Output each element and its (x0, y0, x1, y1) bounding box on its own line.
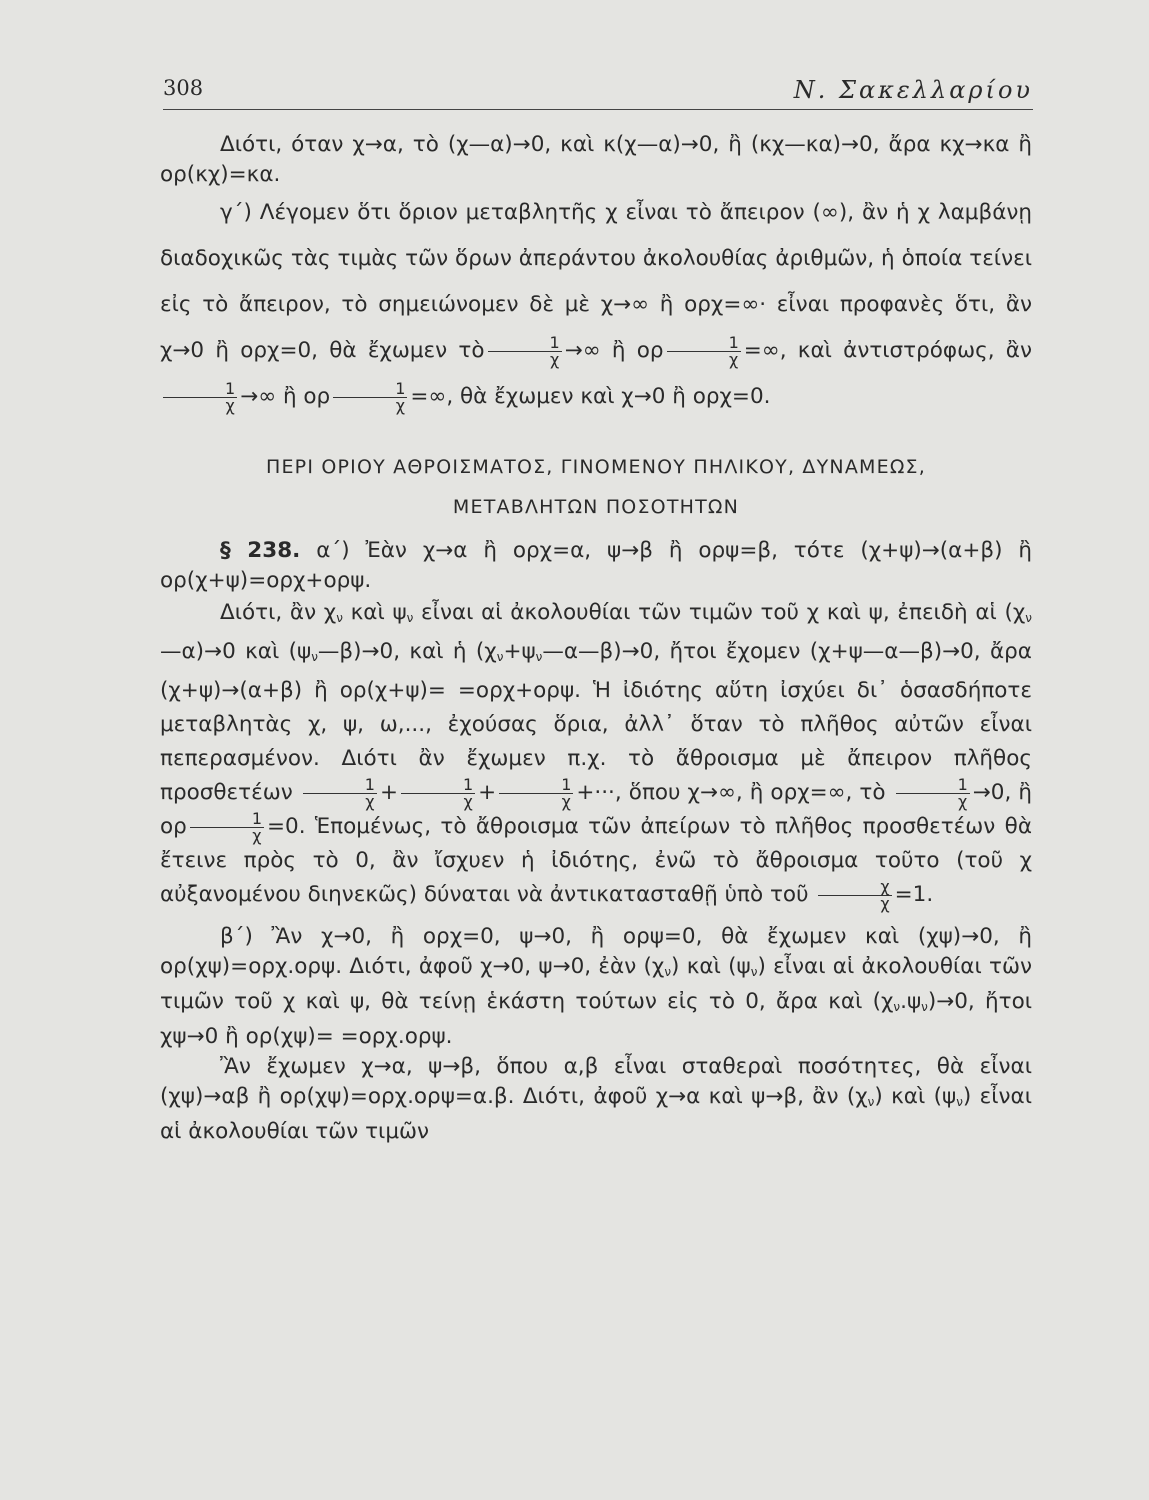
paragraph-238-a: § 238. α΄) Ἐὰν χ→α ἢ ορχ=α, ψ→β ἢ ορψ=β, τότε (χ+ψ)→(α+β) ἢ ορ(χ+ψ)=ορχ+ορψ. (160, 538, 1032, 593)
fraction-one-over-x: $\frac{1}{\chi}$ (303, 777, 377, 810)
paragraph-infinite-limit: γ΄) Λέγομεν ὅτι ὅριον μεταβλητῆς χ εἶναι τὸ ἄπειρον (∞), ἂν ἡ χ λαμβάνῃ διαδοχικῶς τὰς τιμὰς τῶν ὅρων ἀπεράντου ἀκολουθίας ἀριθμῶν, ἡ ὁποία τείνει εἰς τὸ ἄπειρον, τὸ σημειώνομεν δὲ μὲ χ→∞ ἢ ορχ=∞· εἶναι προφανὲς ὅτι, ἂν χ→0 ἢ ορχ=0, θὰ ἔχωμεν τὸ $\frac{1}{\chi}$ →∞ ἢ ορ $\frac{1}{\chi}$ =∞, καὶ ἀντιστρόφως, ἂν $\frac{1}{\chi}$ →∞ ἢ ορ $\frac{1}{\chi}$ =∞, θὰ ἔχωμεν καὶ χ→0 ἢ ορχ=0. (160, 200, 1032, 415)
paragraph-238-a-proof: Διότι, ἂν $\chi_\nu$ καὶ $\psi_\nu$ εἶναι αἱ ἀκολουθίαι τῶν τιμῶν τοῦ χ καὶ ψ, ἐπειδὴ αἱ $(\chi_\nu—\alpha)\to 0$ καὶ $(\psi_\nu—\beta)\to 0$, καὶ ἡ $(\chi_\nu+\psi_\nu—\alpha—\beta)\to 0$, ἤτοι ἔχομεν (χ+ψ—α—β)→0, ἄρα (χ+ψ)→(α+β) ἢ ορ(χ+ψ)= =ορχ+ορψ. Ἡ ἰδιότης αὕτη ἰσχύει δι᾽ ὁσασδήποτε μεταβλητὰς χ, ψ, ω,..., ἐχούσας ὅρια, ἀλλ᾽ ὅταν τὸ πλῆθος αὐτῶν εἶναι πεπερασμένον. Διότι ἂν ἔχωμεν π.χ. τὸ ἄθροισμα μὲ ἄπειρον πλῆθος προσθετέων $\frac{1}{\chi}$ + $\frac{1}{\chi}$ + $\frac{1}{\chi}$ +···, ὅπου χ→∞, ἢ ορχ=∞, τὸ $\frac{1}{\chi}$ →0, ἢ ορ $\frac{1}{\chi}$ =0. Ἑπομένως, τὸ ἄθροισμα τῶν ἀπείρων τὸ πλῆθος προσθετέων θὰ ἔτεινε πρὸς τὸ 0, ἂν ἴσχυεν ἡ ἰδιότης, ἐνῶ τὸ ἄθροισμα τοῦτο (τοῦ χ αὐξανομένου διηνεκῶς) δύναται νὰ ἀντικατασταθῇ ὑπὸ τοῦ $\frac{\chi}{\chi}$ =1. (160, 600, 1032, 913)
paragraph-238-b: β΄) Ἂν χ→0, ἢ ορχ=0, ψ→0, ἢ ορψ=0, θὰ ἔχωμεν καὶ (χψ)→0, ἢ ορ(χψ)=ορχ.ορψ. Διότι, ἀφοῦ χ→0, ψ→0, ἐὰν $(\chi_\nu)$ καὶ $(\psi_\nu)$ εἶναι αἱ ἀκολουθίαι τῶν τιμῶν τοῦ χ καὶ ψ, θὰ τείνῃ ἑκάστη τούτων εἰς τὸ 0, ἄρα καὶ $(\chi_\nu.\psi_\nu)\to 0$, ἤτοι χψ→0 ἢ ορ(χψ)= =ορχ.ορψ. (160, 924, 1033, 1049)
section-title-line-2: ΜΕΤΑΒΛΗΤΩΝ ΠΟΣΟΤΗΤΩΝ (452, 496, 740, 518)
header-rule (163, 109, 1033, 110)
paragraph-238-b-constants: Ἂν ἔχωμεν χ→α, ψ→β, ὅπου α,β εἶναι σταθεραὶ ποσότητες, θὰ εἶναι (χψ)→αβ ἢ ορ(χψ)=ορχ.ορψ=α.β. Διότι, ἀφοῦ χ→α καὶ ψ→β, ἂν $(\chi_\nu)$ καὶ $(\psi_\nu)$ εἶναι αἱ ἀκολουθίαι τῶν τιμῶν (160, 1054, 1033, 1144)
fraction-one-over-x: $\frac{1}{\chi}$ (333, 381, 407, 414)
fraction-one-over-x: $\frac{1}{\chi}$ (401, 777, 475, 810)
page-body (160, 130, 1032, 1147)
page-number: 308 (163, 76, 204, 100)
fraction-one-over-x: $\frac{1}{\chi}$ (896, 777, 970, 810)
fraction-one-over-x: $\frac{1}{\chi}$ (667, 335, 741, 368)
running-head-author: Ν. Σακελλαρίου (793, 76, 1033, 104)
page-header (163, 72, 1033, 112)
fraction-one-over-x: $\frac{1}{\chi}$ (488, 335, 562, 368)
section-mark: § 238. (220, 538, 301, 563)
fraction-one-over-x: $\frac{1}{\chi}$ (190, 811, 264, 844)
fraction-one-over-x: $\frac{1}{\chi}$ (499, 777, 573, 810)
paragraph-proof-limit-product: Διότι, όταν χ→α, τὸ (χ—α)→0, καὶ κ(χ—α)→0, ἢ (κχ—κα)→0, ἄρα κχ→κα ἢ ορ(κχ)=κα. (160, 132, 1032, 187)
fraction-one-over-x: $\frac{1}{\chi}$ (163, 381, 237, 414)
section-title: ΠΕΡΙ ΟΡΙΟΥ ΑΘΡΟΙΣΜΑΤΟΣ, ΓΙΝΟΜΕΝΟΥ ΠΗΛΙΚΟΥ, ΔΥΝΑΜΕΩΣ, (265, 456, 927, 478)
fraction-x-over-x: $\frac{\chi}{\chi}$ (818, 879, 891, 912)
